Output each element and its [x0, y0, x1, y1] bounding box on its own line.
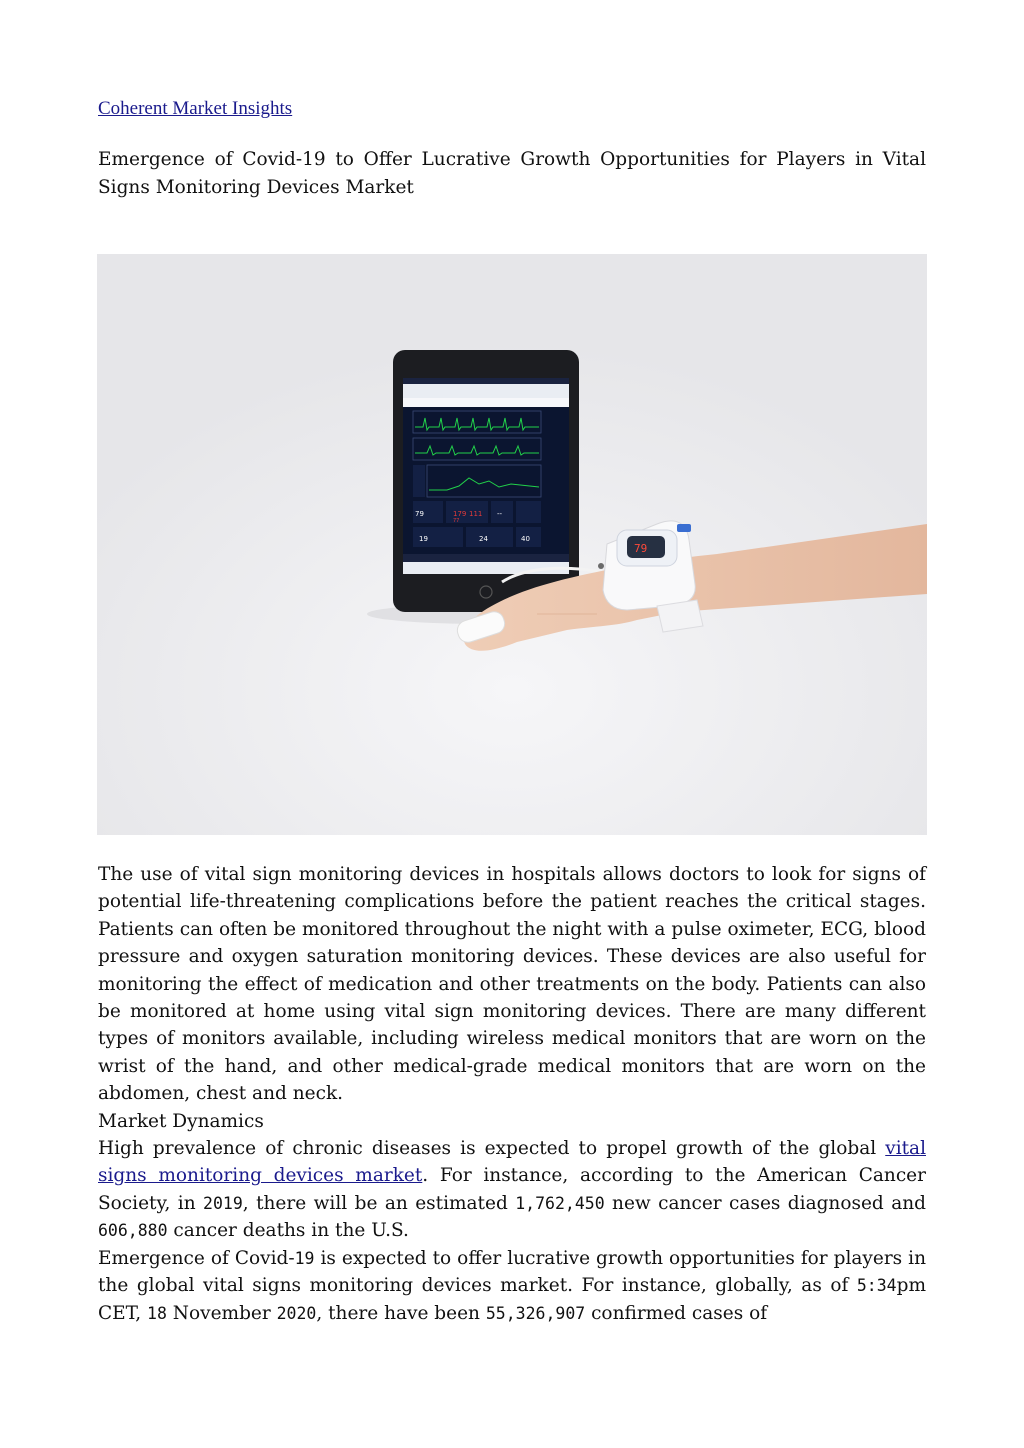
- tablet-etco2-readout: 40: [521, 535, 530, 543]
- tablet-hr-readout: 79: [415, 510, 424, 518]
- tablet-bp-map: 111: [469, 510, 483, 518]
- cancer-deaths-value: 606,880: [98, 1221, 168, 1241]
- intro-paragraph: The use of vital sign monitoring devices in hospitals allows doctors to look for signs of potential life-threatening complications before the patient reaches the critical stages. Patients can often be monitored throughout the night with a pulse oximeter, ECG, blood pressure and oxygen saturation monitoring devices. These devices are also useful for monitoring the effect of medication and other treatments on the body. Patients can also be monitored at home using vital sign monitoring devices. There are many different types of monitors available, including wireless medical monitors that are worn on the wrist of the hand, and other medical-grade medical monitors that are worn on the abdomen, chest and neck.: [98, 864, 926, 1105]
- text-run: November: [166, 1302, 277, 1324]
- article-headline: Emergence of Covid-19 to Offer Lucrative Growth Opportunities for Players in Vital Signs Monitoring Devices Market: [98, 149, 926, 198]
- text-run: pm CET,: [98, 1275, 926, 1324]
- source-link[interactable]: Coherent Market Insights: [98, 98, 293, 119]
- text-run: is expected to offer lucrative growth opportunities for players in the global vital signs monitoring devices market. For instance, globally, as of: [98, 1247, 926, 1297]
- text-run: High prevalence of chronic diseases is expected to propel growth of the global: [98, 1138, 886, 1160]
- hero-image: [97, 254, 927, 835]
- text-run: , there will be an estimated: [242, 1192, 516, 1214]
- text-run: Emergence of Covid-: [98, 1247, 295, 1269]
- year-value: 2020: [276, 1303, 317, 1323]
- text-run: . For instance, according to the American Cancer Society, in: [98, 1165, 926, 1214]
- text-run: cancer deaths in the U.S.: [167, 1220, 409, 1242]
- product-photo: [97, 254, 927, 835]
- section-heading: Market Dynamics: [98, 1110, 264, 1132]
- text-run: , there have been: [316, 1302, 486, 1324]
- confirmed-cases-value: 55,326,907: [485, 1303, 586, 1323]
- market-dynamics-paragraph: [98, 1135, 926, 1245]
- market-report-link[interactable]: vital signs monitoring devices market: [98, 1138, 926, 1187]
- covid-paragraph: [98, 1245, 926, 1327]
- wrist-monitor-readout: 79: [634, 542, 648, 555]
- tablet-bp-sys: 179: [453, 510, 467, 518]
- tablet-device: [393, 350, 579, 612]
- covid-number: 19: [294, 1248, 315, 1268]
- day-value: 18: [147, 1303, 167, 1323]
- tablet-temp-readout: 24: [479, 535, 488, 543]
- cancer-cases-value: 1,762,450: [515, 1193, 605, 1213]
- tablet-bp-dia: 77: [453, 518, 460, 524]
- article-body: [98, 861, 926, 1327]
- tablet-resp-readout: 19: [419, 535, 428, 543]
- text-run: confirmed cases of: [585, 1302, 768, 1324]
- time-value: 5:34: [856, 1276, 897, 1296]
- year-value: 2019: [203, 1193, 243, 1213]
- tablet-spo2-readout: --: [497, 510, 503, 518]
- text-run: new cancer cases diagnosed and: [604, 1192, 926, 1214]
